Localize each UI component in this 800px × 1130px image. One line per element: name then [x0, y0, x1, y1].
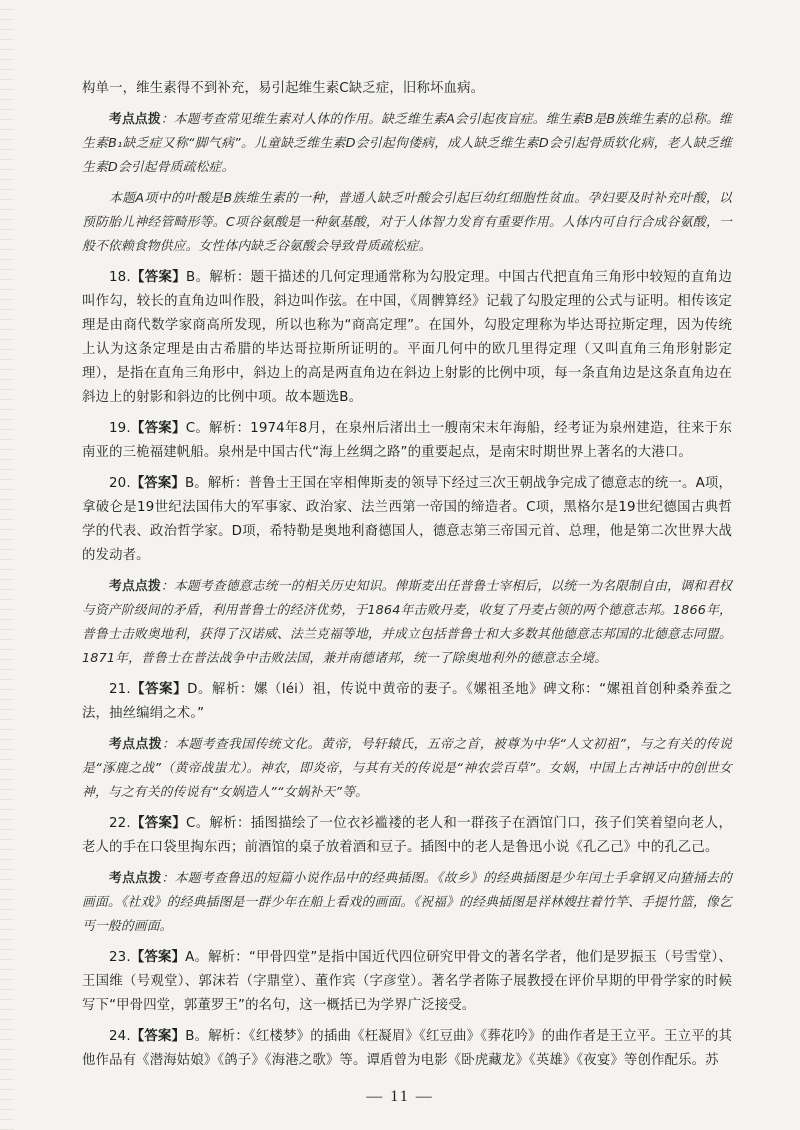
answer-content: [82, 77, 732, 1080]
page-number: — 11 —: [366, 1088, 434, 1105]
scan-edge-speckle: [0, 0, 14, 1130]
answer-24: 24.【答案】B。解析：《红楼梦》的插曲《枉凝眉》《红豆曲》《葬花吟》的曲作者是王立平。王立平的其他作品有《潜海姑娘》《鸽子》《海港之歌》等。谭盾曾为电影《卧虎藏龙》《英雄》《夜宴》等创作配乐。苏: [82, 1029, 732, 1068]
answer-22: 22.【答案】C。解析：插图描绘了一位衣衫褴褛的老人和一群孩子在酒馆门口，孩子们笑着望向老人，老人的手在口袋里掏东西；前酒馆的桌子放着酒和豆子。插图中的老人是鲁迅小说《孔乙己》中的孔乙己。: [82, 816, 732, 855]
tip-paragraph-germany: 考点点拨：本题考查德意志统一的相关历史知识。俾斯麦出任普鲁士宰相后，以统一为名限制自由，调和君权与资产阶级间的矛盾，利用普鲁士的经济优势，于1864年击败丹麦，收复了丹麦占领的两个德意志邦。1866年，普鲁士击败奥地利，获得了汉诺威、法兰克福等地，并成立包括普鲁士和大多数其他德意志邦国的北德意志同盟。1871年，普鲁士在普法战争中击败法国，兼并南德诸邦，统一了除奥地利外的德意志全境。: [82, 579, 732, 666]
answer-23: 23.【答案】A。解析：“甲骨四堂”是指中国近代四位研究甲骨文的著名学者，他们是罗振玉（号雪堂）、王国维（号观堂）、郭沫若（字鼎堂）、董作宾（字彦堂）。著名学者陈子展教授在评价早期的甲骨学家的时候写下“甲骨四堂，郭董罗王”的名句，这一概括已为学界广泛接受。: [82, 950, 732, 1013]
tip-paragraph-luxun: 考点点拨：本题考查鲁迅的短篇小说作品中的经典插图。《故乡》的经典插图是少年闰土手拿钢叉向猹捅去的画面。《社戏》的经典插图是一群少年在船上看戏的画面。《祝福》的经典插图是祥林嫂拄着竹竿、手提竹篮，像乞丐一般的画面。: [82, 871, 732, 934]
tip-paragraph-folic-acid: 本题A项中的叶酸是B族维生素的一种，普通人缺乏叶酸会引起巨幼红细胞性贫血。孕妇要及时补充叶酸，以预防胎儿神经管畸形等。C项谷氨酸是一种氨基酸，对于人体智力发育有重要作用。人体内可自行合成谷氨酸，一般不依赖食物供应。女性体内缺乏谷氨酸会导致骨质疏松症。: [82, 191, 732, 254]
tip-paragraph-culture: 考点点拨：本题考查我国传统文化。黄帝，号轩辕氏，五帝之首，被尊为中华“人文初祖”，与之有关的传说是“涿鹿之战”（黄帝战蚩尤）。神农，即炎帝，与其有关的传说是“神农尝百草”。女娲，中国上古神话中的创世女神，与之有关的传说有“女娲造人”“女娲补天”等。: [82, 737, 732, 800]
answer-18: 18.【答案】B。解析：题干描述的几何定理通常称为勾股定理。中国古代把直角三角形中较短的直角边叫作勾，较长的直角边叫作股，斜边叫作弦。在中国，《周髀算经》记载了勾股定理的公式与证明。相传该定理是由商代数学家商高所发现，所以也称为“商高定理”。在国外，勾股定理称为毕达哥拉斯定理，因为传统上认为这条定理是由古希腊的毕达哥拉斯所证明的。平面几何中的欧几里得定理（又叫直角三角形射影定理），是指在直角三角形中，斜边上的高是两直角边在斜边上射影的比例中项，每一条直角边是这条直角边在斜边上的射影和斜边的比例中项。故本题选B。: [82, 270, 732, 405]
answer-21: 21.【答案】D。解析：嫘（léi）祖，传说中黄帝的妻子。《嫘祖圣地》碑文称：“嫘祖首创种桑养蚕之法，抽丝编绢之术。”: [82, 682, 732, 721]
paragraph-continuation: 构单一，维生素得不到补充，易引起维生素C缺乏症，旧称坏血病。: [82, 81, 485, 96]
answer-20: 20.【答案】B。解析：普鲁士王国在宰相俾斯麦的领导下经过三次王朝战争完成了德意志的统一。A项，拿破仑是19世纪法国伟大的军事家、政治家、法兰西第一帝国的缔造者。C项，黑格尔是19世纪德国古典哲学的代表、政治哲学家。D项，希特勒是奥地利裔德国人，德意志第三帝国元首、总理，他是第二次世界大战的发动者。: [82, 476, 732, 563]
tip-paragraph-vitamins: 考点点拨：本题考查常见维生素对人体的作用。缺乏维生素A会引起夜盲症。维生素B是B族维生素的总称。维生素B₁缺乏症又称“脚气病”。儿童缺乏维生素D会引起佝偻病，成人缺乏维生素D会引起骨质软化病，老人缺乏维生素D会引起骨质疏松症。: [82, 112, 732, 175]
answer-19: 19.【答案】C。解析：1974年8月，在泉州后渚出土一艘南宋末年海船，经考证为泉州建造，往来于东南亚的三桅福建帆船。泉州是中国古代“海上丝绸之路”的重要起点，是南宋时期世界上著名的大港口。: [82, 421, 732, 460]
